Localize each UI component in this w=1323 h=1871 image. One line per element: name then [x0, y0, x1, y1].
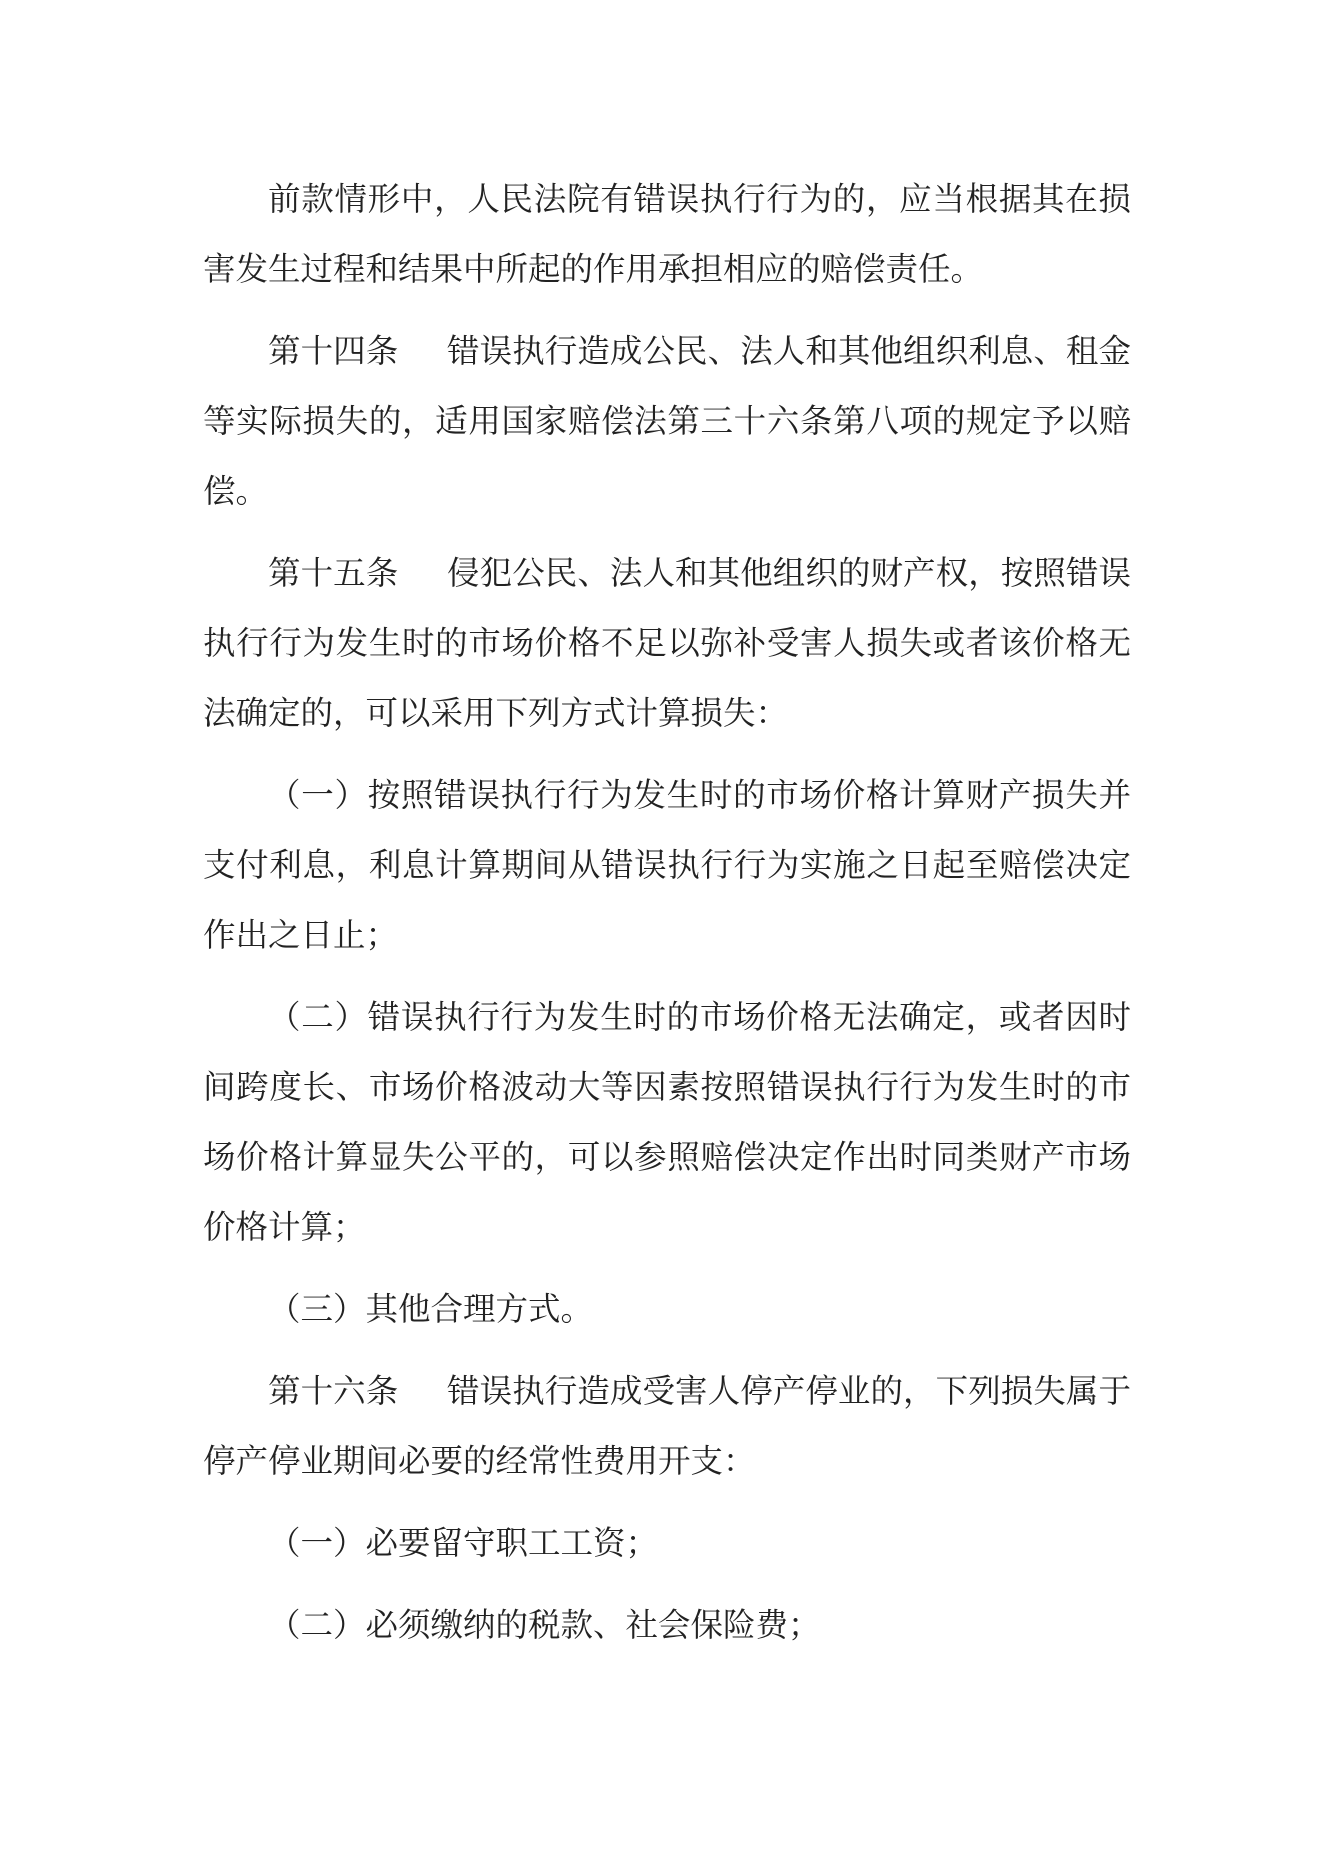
article-paragraph — [203, 316, 1131, 526]
list-item-paragraph — [203, 760, 1131, 970]
document-body — [203, 164, 1131, 1672]
list-item-paragraph — [203, 1590, 1131, 1660]
article-paragraph — [203, 538, 1131, 748]
paragraph-text: 错误执行造成受害人停产停业的，下列损失属于停产停业期间必要的经常性费用开支： — [203, 1372, 1131, 1480]
list-item-paragraph — [203, 1274, 1131, 1344]
paragraph-text: （一）必要留守职工工资； — [268, 1524, 659, 1562]
article-number: 第十五条 — [268, 554, 399, 592]
list-item-paragraph — [203, 982, 1131, 1262]
article-number: 第十四条 — [268, 332, 399, 370]
paragraph-text: 侵犯公民、法人和其他组织的财产权，按照错误执行行为发生时的市场价格不足以弥补受害人损失或者该价格无法确定的，可以采用下列方式计算损失： — [203, 554, 1131, 732]
paragraph-text: 错误执行造成公民、法人和其他组织利息、租金等实际损失的，适用国家赔偿法第三十六条第八项的规定予以赔偿。 — [203, 332, 1131, 510]
paragraph-text: 前款情形中，人民法院有错误执行行为的，应当根据其在损害发生过程和结果中所起的作用承担相应的赔偿责任。 — [203, 180, 1131, 288]
article-number: 第十六条 — [268, 1372, 399, 1410]
paragraph-text: （三）其他合理方式。 — [268, 1290, 594, 1328]
paragraph-text: （二）必须缴纳的税款、社会保险费； — [268, 1606, 821, 1644]
paragraph-text: （一）按照错误执行行为发生时的市场价格计算财产损失并支付利息，利息计算期间从错误执行行为实施之日起至赔偿决定作出之日止； — [203, 776, 1131, 954]
article-paragraph — [203, 1356, 1131, 1496]
paragraph — [203, 164, 1131, 304]
paragraph-text: （二）错误执行行为发生时的市场价格无法确定，或者因时间跨度长、市场价格波动大等因素按照错误执行行为发生时的市场价格计算显失公平的，可以参照赔偿决定作出时同类财产市场价格计算； — [203, 998, 1131, 1246]
list-item-paragraph — [203, 1508, 1131, 1578]
